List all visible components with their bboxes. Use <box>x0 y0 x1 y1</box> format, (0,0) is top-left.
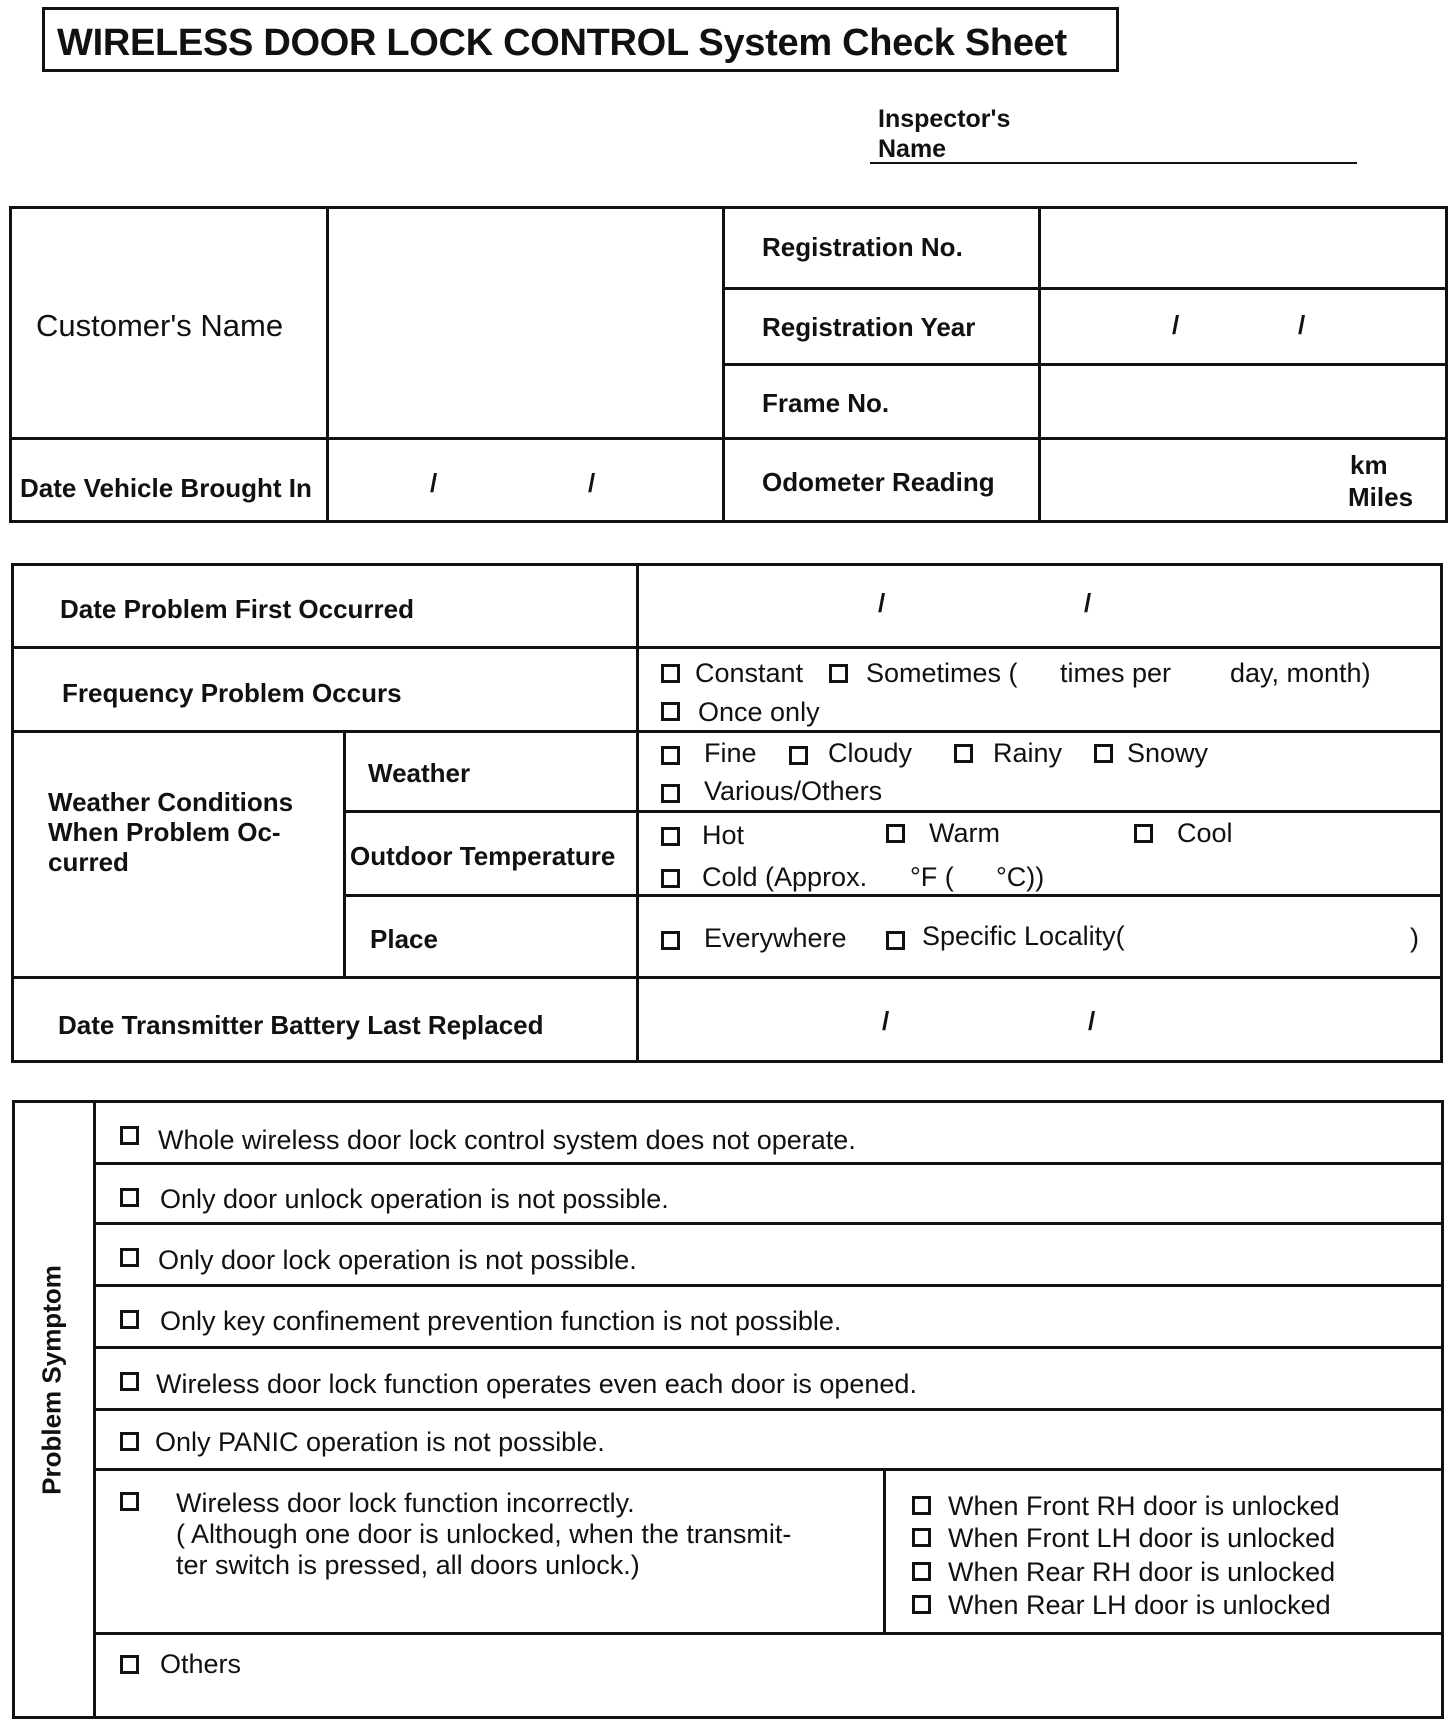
problem-symptom-label: Problem Symptom <box>36 1265 67 1495</box>
inspector-label-line1: Inspector's <box>878 105 1011 133</box>
registration-no-label: Registration No. <box>762 232 963 262</box>
cold-label: Cold (Approx. <box>702 862 868 892</box>
weather-conditions-line1: Weather Conditions <box>48 787 294 817</box>
others-checkbox[interactable] <box>120 1655 139 1674</box>
cool-checkbox[interactable] <box>1134 824 1153 843</box>
times-per-label: times per <box>1060 658 1172 688</box>
sometimes-checkbox[interactable] <box>829 664 848 683</box>
incorrect-function-line3: ter switch is pressed, all doors unlock.) <box>176 1550 640 1580</box>
date-brought-in-sep2: / <box>588 468 596 498</box>
date-first-occurred-sep1: / <box>878 588 886 618</box>
door-checkbox[interactable] <box>912 1562 931 1581</box>
once-only-checkbox[interactable] <box>661 702 680 721</box>
symptom-item: Only door lock operation is not possible. <box>158 1245 637 1275</box>
battery-date-sep1: / <box>882 1006 890 1036</box>
everywhere-label: Everywhere <box>704 923 847 953</box>
sheet-title: WIRELESS DOOR LOCK CONTROL System Check Sheet <box>57 22 1067 64</box>
inspector-label-line2: Name <box>878 135 947 163</box>
deg-c-label: °C)) <box>996 862 1045 892</box>
cold-checkbox[interactable] <box>661 869 680 888</box>
place-label: Place <box>370 924 438 954</box>
customer-name-label: Customer's Name <box>36 308 284 343</box>
symptom-item: Whole wireless door lock control system does not operate. <box>158 1125 856 1155</box>
battery-date-sep2: / <box>1088 1006 1096 1036</box>
door-checkbox[interactable] <box>912 1595 931 1614</box>
battery-replaced-label: Date Transmitter Battery Last Replaced <box>58 1010 544 1040</box>
specific-locality-close: ) <box>1410 923 1419 953</box>
deg-f-label: °F ( <box>910 862 954 892</box>
frame-no-label: Frame No. <box>762 388 890 418</box>
door-item: When Rear LH door is unlocked <box>948 1590 1331 1620</box>
fine-label: Fine <box>704 738 757 768</box>
symptom-checkbox[interactable] <box>120 1310 139 1329</box>
specific-locality-checkbox[interactable] <box>886 931 905 950</box>
symptom-checkbox[interactable] <box>120 1188 139 1207</box>
everywhere-checkbox[interactable] <box>661 931 680 950</box>
hot-label: Hot <box>702 820 745 850</box>
hot-checkbox[interactable] <box>661 827 680 846</box>
day-month-label: day, month) <box>1230 658 1371 688</box>
inspector-label <box>878 104 1028 164</box>
symptom-checkbox[interactable] <box>120 1492 139 1511</box>
snowy-label: Snowy <box>1127 738 1209 768</box>
symptom-item: Only PANIC operation is not possible. <box>155 1427 605 1457</box>
registration-year-sep1: / <box>1172 310 1180 340</box>
incorrect-function-line1: Wireless door lock function incorrectly. <box>176 1488 635 1518</box>
rainy-label: Rainy <box>993 738 1063 768</box>
registration-year-label: Registration Year <box>762 312 976 342</box>
specific-locality-label: Specific Locality( <box>922 921 1125 951</box>
door-item: When Rear RH door is unlocked <box>948 1557 1336 1587</box>
cloudy-label: Cloudy <box>828 738 913 768</box>
symptom-checkbox[interactable] <box>120 1126 139 1145</box>
door-checkbox[interactable] <box>912 1528 931 1547</box>
snowy-checkbox[interactable] <box>1094 744 1113 763</box>
symptom-checkbox[interactable] <box>120 1248 139 1267</box>
symptom-checkbox[interactable] <box>120 1372 139 1391</box>
weather-conditions-line3: curred <box>48 847 129 877</box>
inspector-name-line[interactable] <box>870 162 1357 164</box>
various-label: Various/Others <box>704 776 883 806</box>
constant-label: Constant <box>695 658 804 688</box>
symptom-item: Only key confinement prevention function is not possible. <box>160 1306 842 1336</box>
various-checkbox[interactable] <box>661 784 680 803</box>
title-box <box>42 7 1119 72</box>
odometer-unit-miles: Miles <box>1348 482 1414 512</box>
date-first-occurred-sep2: / <box>1084 588 1092 618</box>
weather-label: Weather <box>368 758 471 788</box>
warm-checkbox[interactable] <box>886 824 905 843</box>
cool-label: Cool <box>1177 818 1233 848</box>
odometer-label: Odometer Reading <box>762 467 995 497</box>
sometimes-label: Sometimes ( <box>866 658 1018 688</box>
registration-year-sep2: / <box>1298 310 1306 340</box>
incorrect-function-line2: ( Although one door is unlocked, when the transmit- <box>176 1519 792 1549</box>
rainy-checkbox[interactable] <box>954 744 973 763</box>
cloudy-checkbox[interactable] <box>789 746 808 765</box>
door-item: When Front RH door is unlocked <box>948 1491 1340 1521</box>
odometer-unit-km: km <box>1350 450 1388 480</box>
frequency-label: Frequency Problem Occurs <box>62 678 402 708</box>
weather-conditions-line2: When Problem Oc- <box>48 817 281 847</box>
warm-label: Warm <box>929 818 1000 848</box>
symptom-item: Wireless door lock function operates even each door is opened. <box>156 1369 917 1399</box>
others-label: Others <box>160 1649 242 1679</box>
once-only-label: Once only <box>698 697 820 727</box>
door-checkbox[interactable] <box>912 1496 931 1515</box>
date-brought-in-sep1: / <box>430 468 438 498</box>
fine-checkbox[interactable] <box>661 746 680 765</box>
date-first-occurred-label: Date Problem First Occurred <box>60 594 414 624</box>
symptom-checkbox[interactable] <box>120 1432 139 1451</box>
date-brought-in-label: Date Vehicle Brought In <box>20 473 312 503</box>
outdoor-temp-label: Outdoor Temperature <box>350 841 616 871</box>
symptom-item: Only door unlock operation is not possible. <box>160 1184 669 1214</box>
door-item: When Front LH door is unlocked <box>948 1523 1336 1553</box>
constant-checkbox[interactable] <box>661 664 680 683</box>
